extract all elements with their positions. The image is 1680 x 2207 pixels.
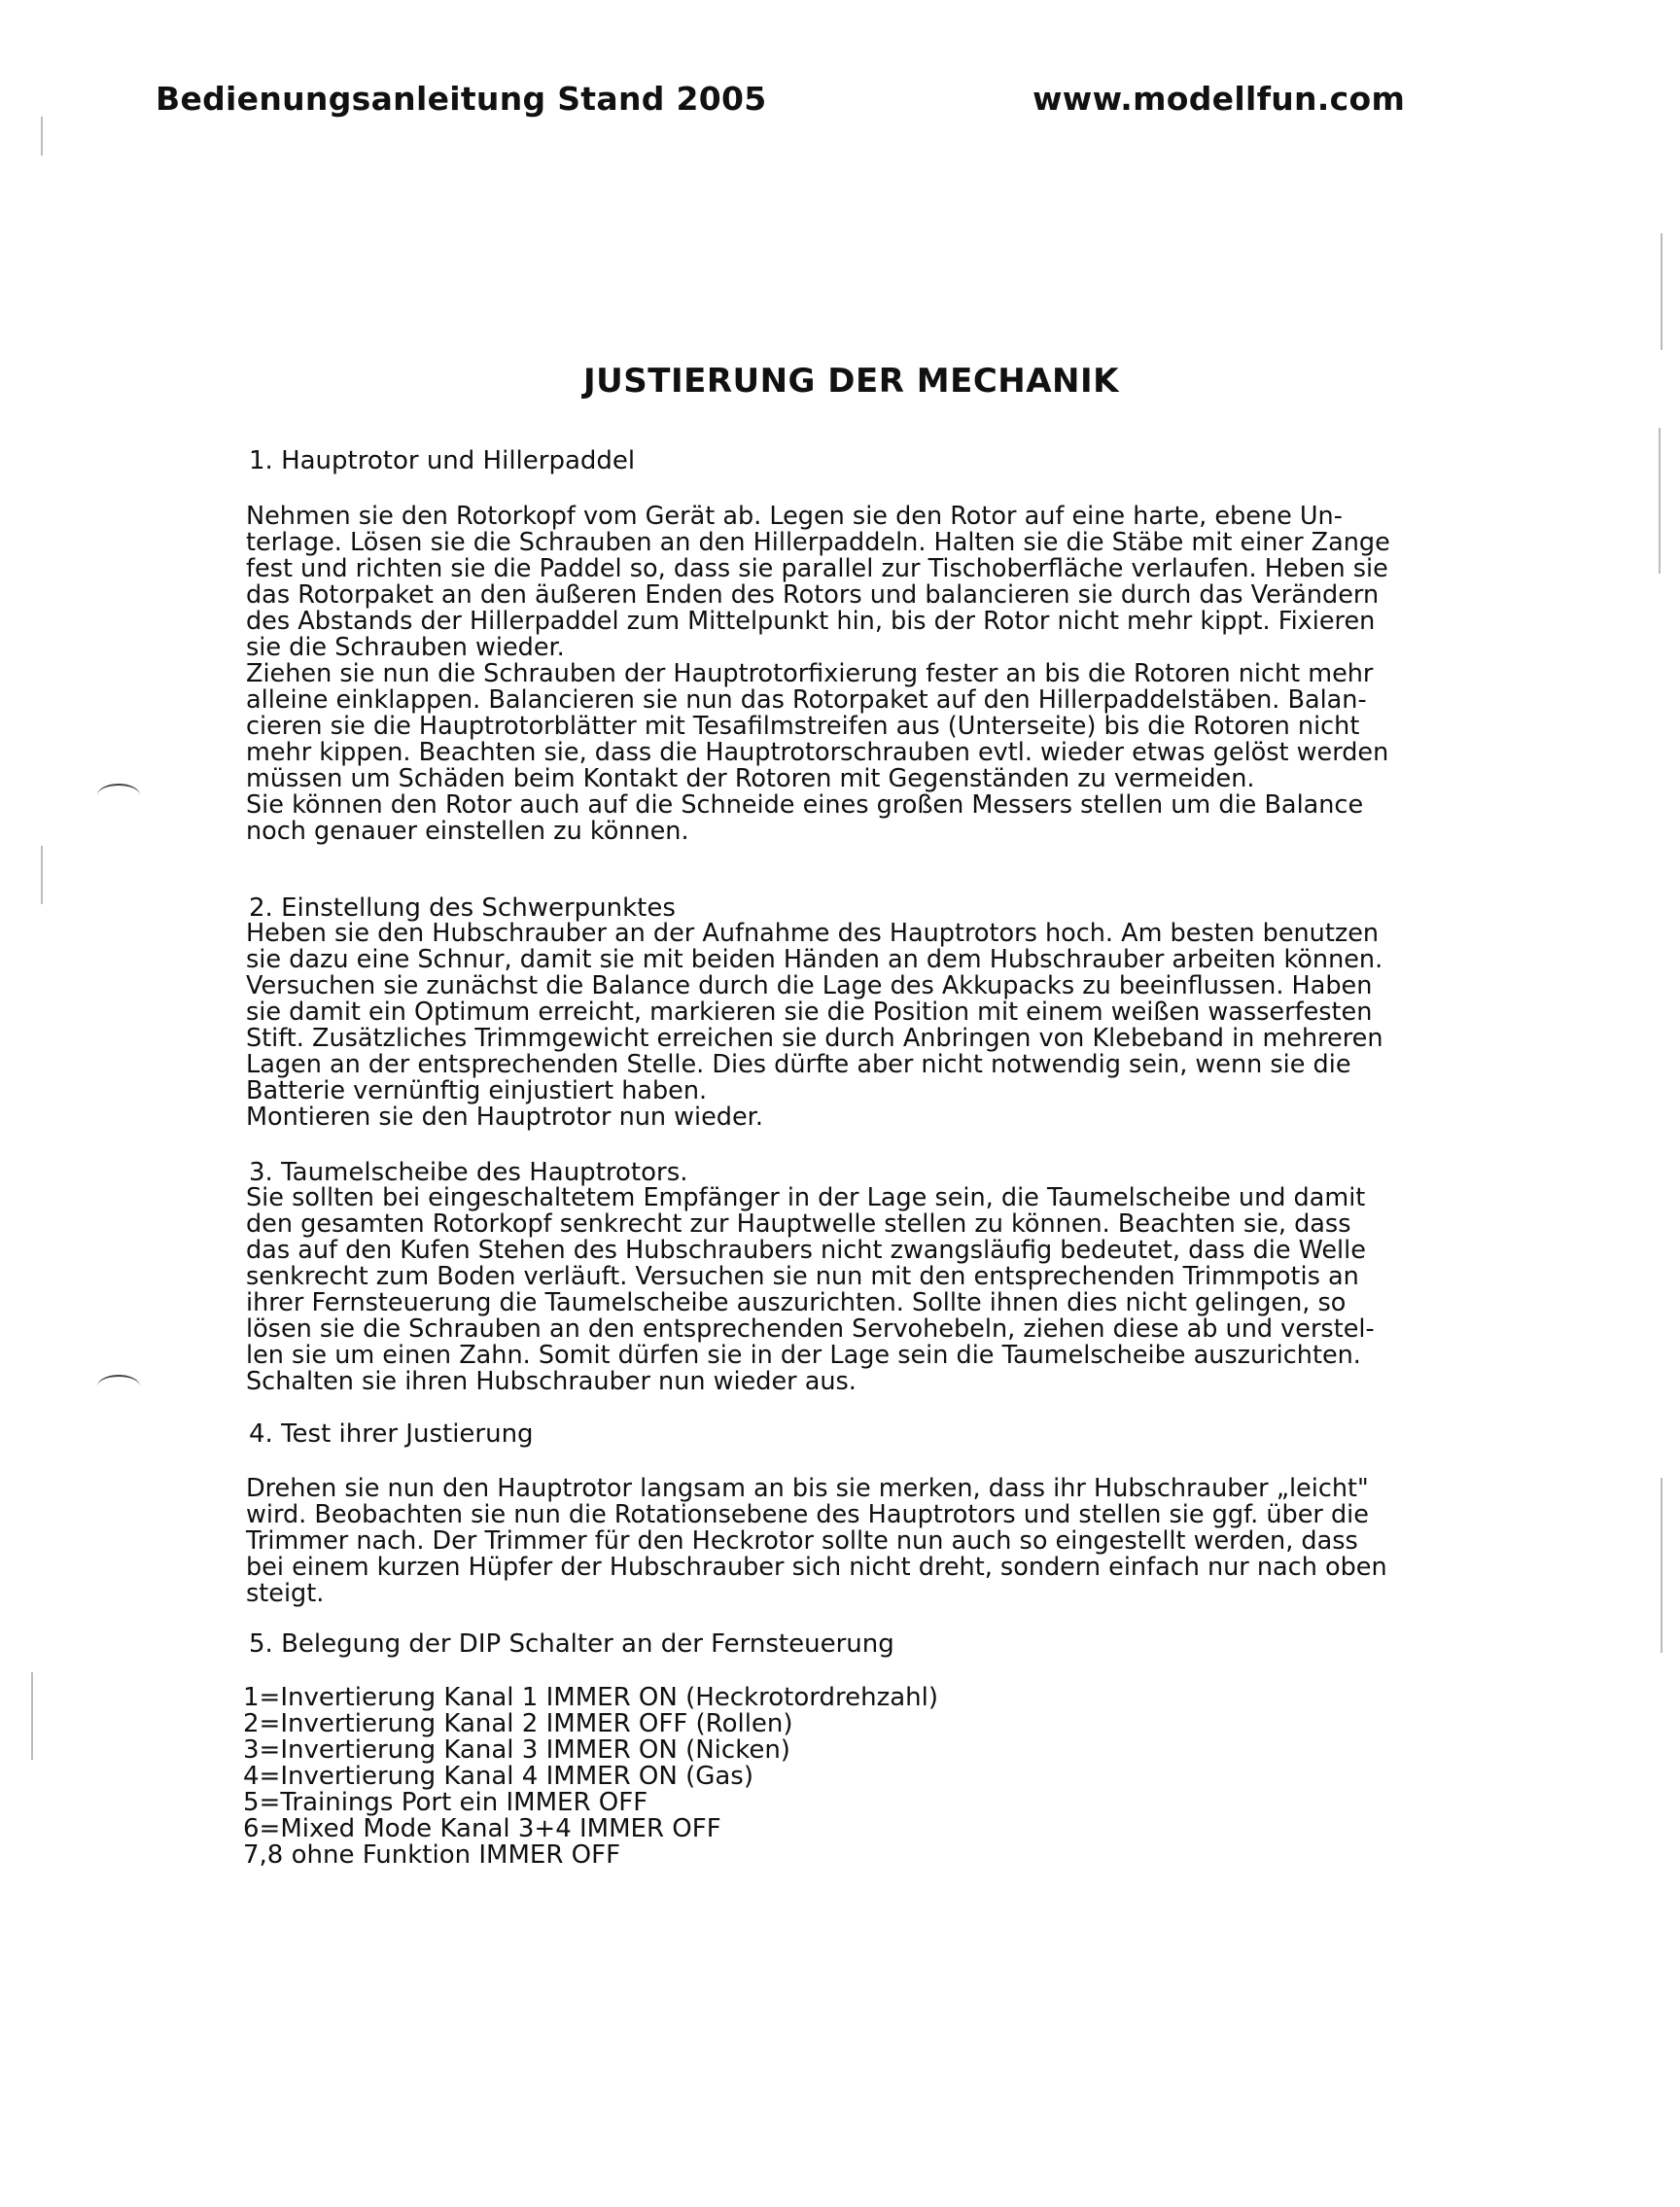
text-line: ihrer Fernsteuerung die Taumelscheibe auszurichten. Sollte ihnen dies nicht gelingen, so xyxy=(246,1288,1347,1317)
dip-switch-item: 6=Mixed Mode Kanal 3+4 IMMER OFF xyxy=(243,1814,721,1843)
section-heading-5: 5. Belegung der DIP Schalter an der Fernsteuerung xyxy=(249,1629,894,1659)
scan-artifact xyxy=(97,1375,140,1398)
text-line: mehr kippen. Beachten sie, dass die Hauptrotorschrauben evtl. wieder etwas gelöst werden xyxy=(246,738,1389,767)
text-line: noch genauer einstellen zu können. xyxy=(246,817,689,846)
text-line: senkrecht zum Boden verläuft. Versuchen sie nun mit den entsprechenden Trimmpotis an xyxy=(246,1262,1359,1291)
dip-switch-item: 3=Invertierung Kanal 3 IMMER ON (Nicken) xyxy=(243,1735,790,1765)
text-line: Ziehen sie nun die Schrauben der Hauptrotorfixierung fester an bis die Rotoren nicht mehr xyxy=(246,659,1374,688)
text-line: alleine einklappen. Balancieren sie nun das Rotorpaket auf den Hillerpaddelstäben. Balan- xyxy=(246,685,1367,715)
scan-artifact xyxy=(1661,1478,1662,1653)
text-line: fest und richten sie die Paddel so, dass sie parallel zur Tischoberfläche verlaufen. Heben sie xyxy=(246,554,1388,583)
scan-artifact xyxy=(1659,428,1661,574)
text-line: Nehmen sie den Rotorkopf vom Gerät ab. Legen sie den Rotor auf eine harte, ebene Un- xyxy=(246,502,1343,531)
header-website: www.modellfun.com xyxy=(1032,80,1406,118)
text-line: Drehen sie nun den Hauptrotor langsam an bis sie merken, dass ihr Hubschrauber „leicht" xyxy=(246,1474,1369,1503)
section-heading-3: 3. Taumelscheibe des Hauptrotors. xyxy=(249,1158,688,1187)
text-line: len sie um einen Zahn. Somit dürfen sie in der Lage sein die Taumelscheibe auszurichten. xyxy=(246,1341,1361,1370)
text-line: Sie können den Rotor auch auf die Schneide eines großen Messers stellen um die Balance xyxy=(246,790,1364,820)
section-heading-4: 4. Test ihrer Justierung xyxy=(249,1419,534,1449)
scan-artifact xyxy=(41,117,43,156)
text-line: steigt. xyxy=(246,1579,325,1608)
dip-switch-item: 7,8 ohne Funktion IMMER OFF xyxy=(243,1840,621,1870)
section-heading-1: 1. Hauptrotor und Hillerpaddel xyxy=(249,446,636,475)
text-line: Stift. Zusätzliches Trimmgewicht erreichen sie durch Anbringen von Klebeband in mehreren xyxy=(246,1024,1383,1053)
scan-artifact xyxy=(41,846,43,904)
text-line: Sie sollten bei eingeschaltetem Empfänger in der Lage sein, die Taumelscheibe und damit xyxy=(246,1183,1366,1212)
header-document-title: Bedienungsanleitung Stand 2005 xyxy=(156,80,767,118)
text-line: Schalten sie ihren Hubschrauber nun wieder aus. xyxy=(246,1367,857,1396)
text-line: Heben sie den Hubschrauber an der Aufnahme des Hauptrotors hoch. Am besten benutzen xyxy=(246,919,1380,948)
text-line: sie die Schrauben wieder. xyxy=(246,633,565,662)
section-body-1 xyxy=(246,504,1510,845)
text-line: bei einem kurzen Hüpfer der Hubschrauber sich nicht dreht, sondern einfach nur nach oben xyxy=(246,1553,1387,1582)
text-line: des Abstands der Hillerpaddel zum Mittelpunkt hin, bis der Rotor nicht mehr kippt. Fixieren xyxy=(246,607,1376,636)
section-body-3 xyxy=(246,1185,1510,1395)
section-body-4 xyxy=(246,1476,1510,1607)
text-line: lösen sie die Schrauben an den entsprechenden Servohebeln, ziehen diese ab und verstel- xyxy=(246,1314,1375,1344)
text-line: den gesamten Rotorkopf senkrecht zur Hauptwelle stellen zu können. Beachten sie, dass xyxy=(246,1209,1351,1239)
text-line: wird. Beobachten sie nun die Rotationsebene des Hauptrotors und stellen sie ggf. über die xyxy=(246,1500,1369,1529)
text-line: Batterie vernünftig einjustiert haben. xyxy=(246,1076,708,1105)
dip-switch-item: 5=Trainings Port ein IMMER OFF xyxy=(243,1788,648,1817)
dip-switch-item: 1=Invertierung Kanal 1 IMMER ON (Heckrotordrehzahl) xyxy=(243,1683,938,1712)
dip-switch-list xyxy=(243,1685,938,1869)
text-line: müssen um Schäden beim Kontakt der Rotoren mit Gegenständen zu vermeiden. xyxy=(246,764,1255,793)
text-line: terlage. Lösen sie die Schrauben an den Hillerpaddeln. Halten sie die Stäbe mit einer Zange xyxy=(246,528,1390,557)
section-heading-2: 2. Einstellung des Schwerpunktes xyxy=(249,893,676,923)
text-line: Lagen an der entsprechenden Stelle. Dies dürfte aber nicht notwendig sein, wenn sie die xyxy=(246,1050,1351,1079)
page-title: JUSTIERUNG DER MECHANIK xyxy=(583,362,1120,401)
section-body-2 xyxy=(246,921,1510,1131)
text-line: sie dazu eine Schnur, damit sie mit beiden Händen an dem Hubschrauber arbeiten können. xyxy=(246,945,1383,974)
text-line: das auf den Kufen Stehen des Hubschraubers nicht zwangsläufig bedeutet, dass die Welle xyxy=(246,1236,1366,1265)
scan-artifact xyxy=(31,1672,33,1760)
scan-artifact xyxy=(97,784,140,807)
scan-artifact xyxy=(1661,233,1662,350)
text-line: Montieren sie den Hauptrotor nun wieder. xyxy=(246,1103,763,1132)
text-line: Trimmer nach. Der Trimmer für den Heckrotor sollte nun auch so eingestellt werden, dass xyxy=(246,1526,1358,1556)
text-line: Versuchen sie zunächst die Balance durch die Lage des Akkupacks zu beeinflussen. Haben xyxy=(246,971,1373,1000)
dip-switch-item: 2=Invertierung Kanal 2 IMMER OFF (Rollen) xyxy=(243,1709,793,1738)
text-line: cieren sie die Hauptrotorblätter mit Tesafilmstreifen aus (Unterseite) bis die Rotoren nicht xyxy=(246,712,1360,741)
dip-switch-item: 4=Invertierung Kanal 4 IMMER ON (Gas) xyxy=(243,1762,753,1791)
text-line: das Rotorpaket an den äußeren Enden des Rotors und balancieren sie durch das Verändern xyxy=(246,580,1380,610)
text-line: sie damit ein Optimum erreicht, markieren sie die Position mit einem weißen wasserfesten xyxy=(246,998,1373,1027)
